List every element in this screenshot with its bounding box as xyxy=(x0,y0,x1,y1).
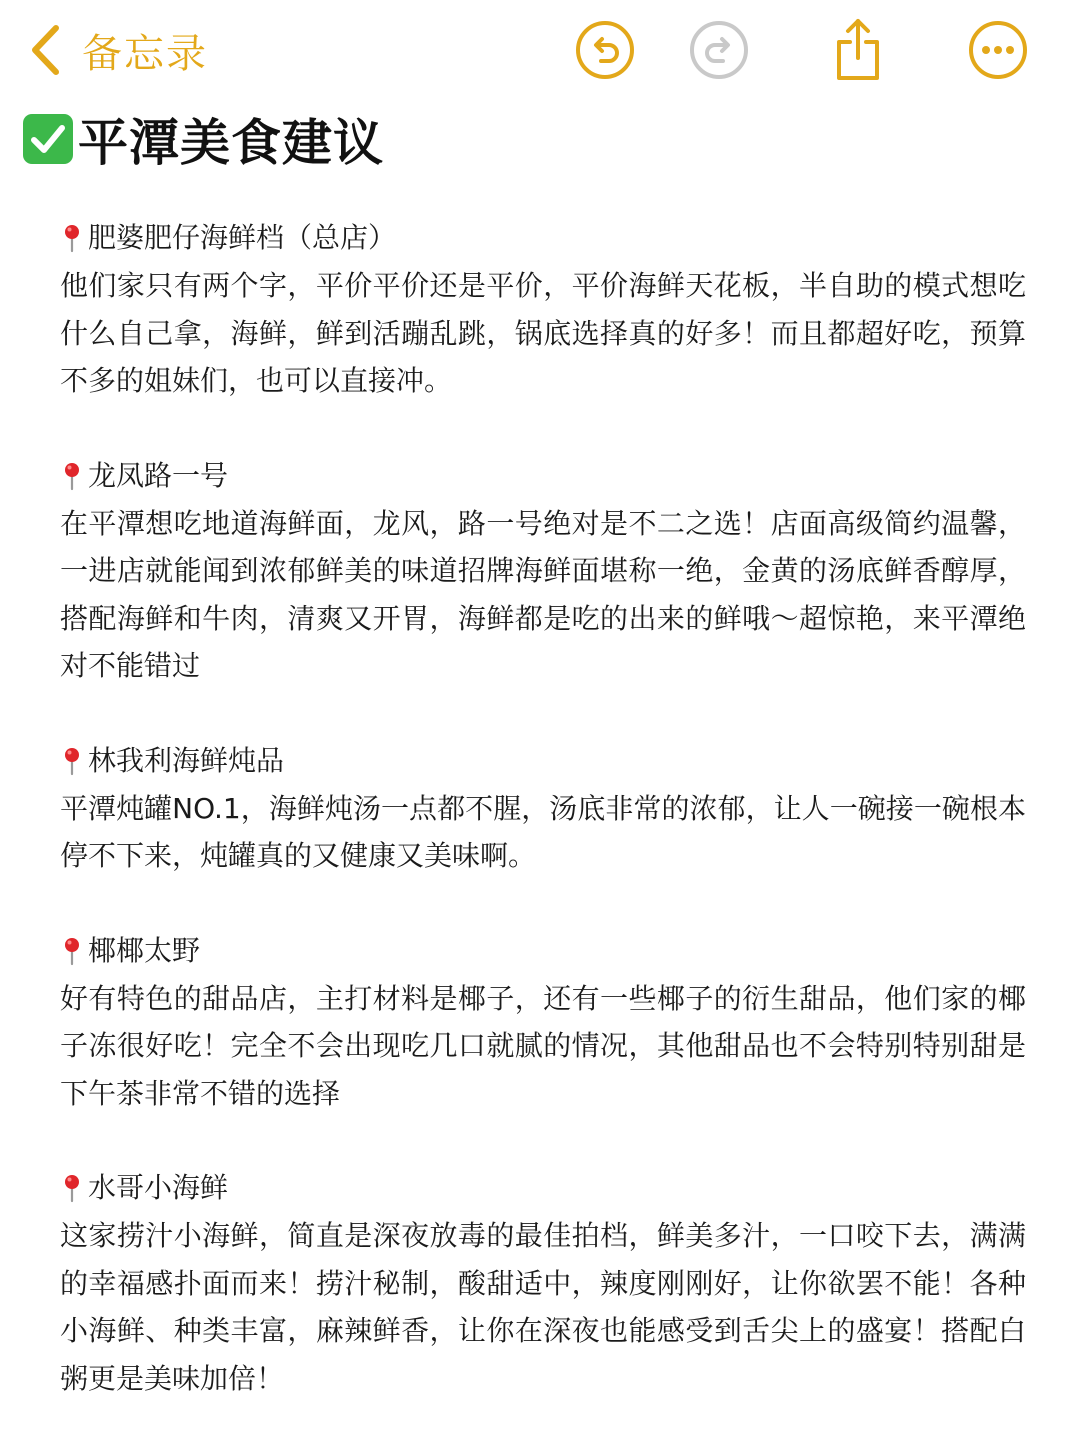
pin-icon xyxy=(60,936,84,966)
undo-icon xyxy=(573,18,637,82)
restaurant-entry xyxy=(60,214,1026,405)
restaurant-description: 他们家只有两个字，平价平价还是平价，平价海鲜天花板，半自助的模式想吃什么自己拿，海鲜，鲜到活蹦乱跳，锅底选择真的好多！而且都超好吃，预算不多的姐妹们，也可以直接冲。 xyxy=(60,269,1026,397)
check-mark-icon xyxy=(22,113,74,165)
navigation-bar xyxy=(0,0,1080,100)
undo-button[interactable] xyxy=(573,18,637,82)
pin-icon xyxy=(60,1173,84,1203)
redo-button[interactable] xyxy=(687,18,751,82)
share-icon xyxy=(826,18,890,82)
note-title-row xyxy=(22,104,384,174)
restaurant-description: 这家捞汁小海鲜，简直是深夜放毒的最佳拍档，鲜美多汁，一口咬下去，满满的幸福感扑面而来！捞汁秘制，酸甜适中，辣度刚刚好，让你欲罢不能！各种小海鲜、种类丰富，麻辣鲜香，让你在深夜也能感受到舌尖上的盛宴！搭配白粥更是美味加倍！ xyxy=(60,1219,1026,1395)
back-button[interactable] xyxy=(28,20,208,80)
restaurant-name: 水哥小海鲜 xyxy=(88,1171,229,1204)
pin-icon xyxy=(60,746,84,776)
restaurant-entry xyxy=(60,452,1026,690)
restaurant-heading xyxy=(60,1164,1026,1212)
chevron-left-icon xyxy=(28,24,62,76)
restaurant-description: 在平潭想吃地道海鲜面，龙风，路一号绝对是不二之选！店面高级简约温馨，一进店就能闻到浓郁鲜美的味道招牌海鲜面堪称一绝，金黄的汤底鲜香醇厚，搭配海鲜和牛肉，清爽又开胃，海鲜都是吃的出来的鲜哦～超惊艳，来平潭绝对不能错过 xyxy=(60,506,1026,682)
back-label: 备忘录 xyxy=(82,30,208,77)
restaurant-entry xyxy=(60,1164,1026,1402)
pin-icon xyxy=(60,461,84,491)
share-button[interactable] xyxy=(826,18,890,82)
restaurant-heading xyxy=(60,452,1026,500)
restaurant-description: 好有特色的甜品店，主打材料是椰子，还有一些椰子的衍生甜品，他们家的椰子冻很好吃！完全不会出现吃几口就腻的情况，其他甜品也不会特别特别甜是下午茶非常不错的选择 xyxy=(60,981,1026,1110)
redo-icon xyxy=(687,18,751,82)
restaurant-entry xyxy=(60,737,1026,880)
restaurant-description: 平潭炖罐NO.1，海鲜炖汤一点都不腥，汤底非常的浓郁，让人一碗接一碗根本停不下来，炖罐真的又健康又美味啊。 xyxy=(60,791,1026,872)
restaurant-name: 龙凤路一号 xyxy=(88,458,229,492)
restaurant-name: 肥婆肥仔海鲜档（总店） xyxy=(88,221,397,254)
restaurant-heading xyxy=(60,927,1026,975)
restaurant-name: 椰椰太野 xyxy=(88,933,201,967)
pin-icon xyxy=(60,223,84,253)
note-title: 平潭美食建议 xyxy=(78,114,384,172)
restaurant-heading xyxy=(60,214,1026,262)
note-body[interactable] xyxy=(60,214,1026,1449)
restaurant-name: 林我利海鲜炖品 xyxy=(88,743,285,777)
more-button[interactable] xyxy=(966,18,1030,82)
more-icon xyxy=(966,18,1030,82)
restaurant-entry xyxy=(60,927,1026,1118)
restaurant-heading xyxy=(60,737,1026,785)
